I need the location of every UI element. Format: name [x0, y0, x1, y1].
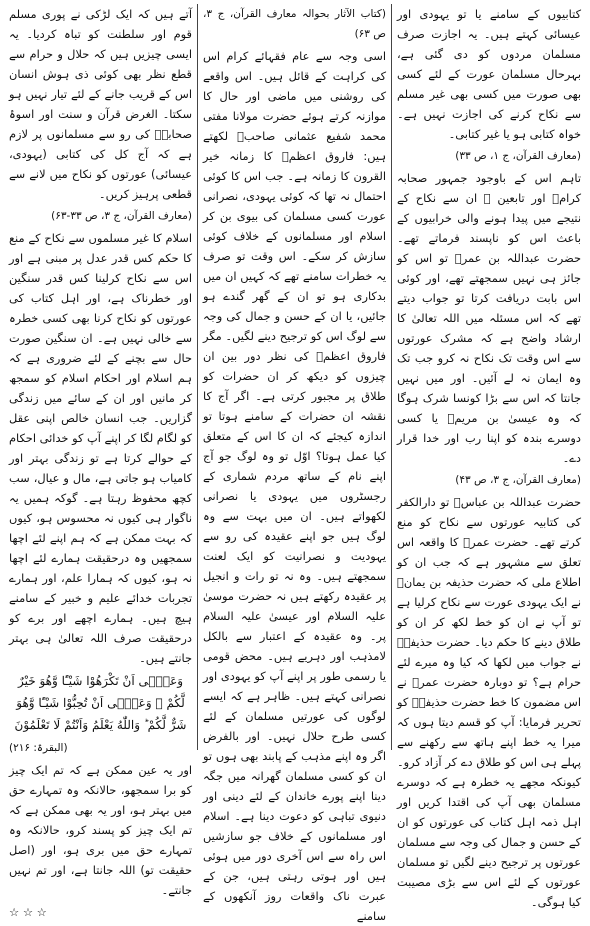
paragraph: اسی وجہ سے عام فقہائے کرام اس کی کراہت کے قائل ہیں۔ اس واقعے کی روشنی میں ماضی اور حال کا موازنہ کرتے ہوئے حضرت مولانا مفتی محمد شفیع عثمانی صاحبؒ لکھتے ہیں: فاروق اعظمؓ کا زمانہ خیر القرون کا زمانہ ہے۔ جب اس کا کوئی احتمال نہ تھا کہ کوئی یہودی، نصرانی عورت کسی مسلمان کی بیوی بن کر اسلام اور مسلمانوں کے خلاف کوئی سازش کر سکے۔ اس وقت تو صرف یہ خطرات سامنے تھے کہ کہیں ان میں بدکاری ہو تو ان کے گھر گندے ہو جائیں، یا ان کے حسن و جمال کی وجہ سے لوگ اس کو ترجیح دینے لگیں۔ مگر فاروق اعظمؓ کی نظر دور بین ان چیزوں کو دیکھ کر ان حضرات کو طلاق پر مجبور کرتی ہے۔ اگر آج کا نقشہ ان حضرات کے سامنے ہوتا تو اندازہ کیجئے کہ ان کا اس کے متعلق کیا عمل ہوتا؟ اوّل تو وہ لوگ جو آج اپنے نام کے ساتھ مردم شماری کے رجسٹروں میں یہودی یا نصرانی لکھواتے ہیں۔ ان میں بہت سے وہ لوگ ہیں جو اپنے عقیدہ کی رو سے یہودیت و نصرانیت کو ایک لعنت سمجھتے ہیں۔ وہ نہ تو رات و انجیل پر عقیدہ رکھتے ہیں نہ حضرت موسیٰ علیہ السلام اور عیسیٰ علیہ السلام پر۔ وہ عقیدہ کے اعتبار سے بالکل لامذہب اور دہریے ہیں۔ محض قومی یا رسمی طور پر اپنے آپ کو یہودی اور نصرانی کہتے ہیں۔ ظاہر ہے کہ ایسے لوگوں کی عورتیں مسلمان کے لئے کسی طرح حلال نہیں۔ اور بالفرض اگر وہ اپنے مذہب کے پابند بھی ہوں تو ان کو کسی مسلمان گھرانہ میں جگہ دینا اپنے پورے خاندان کے لئے دینی اور دنیوی تباہی کو دعوت دینا ہے۔ اسلام اور مسلمانوں کے خلاف جو سازشیں اس راہ سے اس آخری دور میں ہوئی ہیں اور ہوتی رہتی ہیں، جن کے عبرت ناک واقعات روز آنکھوں کے سامنے [203, 49, 386, 923]
end-mark: ☆ ☆ ☆ [9, 905, 47, 919]
citation: (معارف القرآن، ج ۳، ص ۴۳) [455, 474, 581, 486]
quran-verse: وَعَسٰۤی اَنْ تَکْرَهُوْا شَیْـًٔا وَّهُوَ خَیْرٌ لَّکُمْ ۚ وَعَسٰۤی اَنْ تُحِبُّوْا شَیْـًٔا وَّهُوَ شَرٌّ لَّکُمْ ؕ وَاللّٰهُ یَعْلَمُ وَاَنْتُمْ لَا تَعْلَمُوْنَ [14, 674, 187, 732]
citation: (کتاب الآثار بحوالہ معارف القرآن، ج ۳، ص ۶۳) [203, 8, 386, 40]
verse-translation: اور یہ عین ممکن ہے کہ تم ایک چیز کو برا سمجھو، حالانکہ وہ تمہارے حق میں بہتر ہو، اور یہ بھی ممکن ہے کہ تم ایک چیز کو پسند کرو، حالانکہ وہ تمہارے حق میں بری ہو، اور (اصل حقیقت تو) اللہ جانتا ہے، اور تم نہیں جانتے۔ [9, 763, 192, 897]
citation: (معارف القرآن، ج ۱، ص ۳۳) [455, 150, 581, 162]
paragraph: آتے ہیں کہ ایک لڑکی نے پوری مسلم قوم اور سلطنت کو تباہ کردیا۔ یہ ایسی چیزیں ہیں کہ حلال و حرام سے قطع نظر بھی کوئی ذی ہوش انسان اس کے قریب جانے کے لئے تیار نہیں ہو سکتا۔ الغرض قرآن و سنت اور اسوۂ صحابہؓ کی رو سے مسلمانوں پر لازم ہے کہ آج کل کی کتابی (یہودی، عیسائی) عورتوں کو نکاح میں لانے سے قطعی پرہیز کریں۔ [9, 7, 192, 201]
paragraph: اسلام کا غیر مسلموں سے نکاح کے منع کا حکم کس قدر عدل پر مبنی ہے اور اس سے نکاح کرلینا کس قدر سنگین اور خطرناک ہے، اور اہل کتاب کی عورتوں کو نکاح کرنا بھی کسی خطرہ سے خالی نہیں ہے۔ ان سنگین صورت حال سے بچنے کے لئے ضروری ہے کہ ہم اسلام اور احکام اسلام کو سمجھ کر مانیں اور ان کے سائے میں زندگی گزاریں۔ جب انسان خالص اپنی عقل کو لگام لگا کر اپنے آپ کو خدائی احکام کے حوالے کرتا ہے تو زندگی بہتر اور کامیاب ہو جاتی ہے، مال و عیال، سب کچھ محفوظ رہتا ہے۔ گوکہ ہمیں یہ ناگوار ہی کیوں نہ محسوس ہو، کیوں کہ بہت ممکن ہے کہ ہم اپنے لئے اچھا سمجھیں وہ درحقیقت ہمارے لئے اچھا نہ ہو، کیوں کہ ہمارا علم، اور ہمارے تجربات خدائے علیم و خبیر کے سامنے ہیچ ہیں۔ ہمارے اچھے اور برے کو درحقیقت صرف اللہ تعالیٰ ہی بہتر جانتے ہیں۔ [8, 231, 192, 665]
paragraph: کتابیوں کے سامنے یا تو یہودی اور عیسائی کہتے ہیں۔ یہ اجازت صرف مسلمان مردوں کو دی گئی ہے، بہرحال مسلمان عورت کے لئے کسی بھی صورت میں کسی بھی غیر مسلم سے نکاح کرنے کی اجازت نہیں ہے۔ خواہ کتابی ہو یا غیر کتابی۔ [397, 7, 581, 141]
column-middle [198, 4, 392, 923]
paragraph: تاہم اس کے باوجود جمہور صحابہ کرامؓ اور تابعین ؒ ان سے نکاح کے نتیجے میں پیدا ہونے والی خرابیوں کے باعث اس کو ناپسند فرماتے تھے۔ حضرت عبداللہ بن عمرؓ تو اس کو جائز ہی نہیں سمجھتے تھے، اور کوئی اس بابت دریافت کرتا تو جواب دیتے تھے کہ اس مسئلہ میں اللہ تعالیٰ کا ارشاد واضح ہے کہ مشرک عورتوں سے اس وقت تک نکاح نہ کرو جب تک وہ ایمان نہ لے آئیں۔ اور میں نہیں جانتا کہ اس سے بڑا کونسا شرک ہوگا کہ وہ عیسیٰ بن مریمؑ یا کسی دوسرے بندہ کو اپنا رب اور خدا قرار دے۔ [397, 171, 581, 465]
verse-reference: (البقرۃ: ۲۱۶) [9, 742, 68, 754]
column-right [392, 4, 586, 909]
paragraph: حضرت عبداللہ بن عباسؓ تو دارالکفر کی کتابیہ عورتوں سے نکاح کو منع کرتے تھے۔ حضرت عمرؓ کا واقعہ اس تعلق سے مشہور ہے کہ جب ان کو اطلاع ملی کہ حضرت حذیفہ بن یمانؓ نے ایک یہودی عورت سے نکاح کرلیا ہے تو آپ نے ان کو خط لکھ کر ان کو طلاق دینے کا حکم دیا۔ حضرت حذیفہؓ نے جواب میں لکھا کہ کیا وہ میرے لئے حرام ہے؟ تو دوبارہ حضرت عمرؓ نے اس مضمون کا خط حضرت حذیفہؓ کو تحریر فرمایا: آپ کو قسم دیتا ہوں کہ میرا یہ خط اپنے ہاتھ سے رکھنے سے پہلے ہی اس کو طلاق دے کر آزاد کرو۔ کیونکہ مجھے یہ خطرہ ہے کہ دوسرے مسلمان بھی آپ کی اقتدا کریں اور اہل ذمہ اہل کتاب کی عورتوں کو ان کے حسن و جمال کی وجہ سے مسلمان عورتوں پر ترجیح دینے لگیں تو مسلمان عورتوں کے لئے اس سے بڑی مصیبت کیا ہوگی۔ [397, 495, 581, 909]
citation: (معارف القرآن، ج ۳، ص ۳۳-۶۳) [51, 210, 192, 222]
column-left [4, 4, 198, 919]
